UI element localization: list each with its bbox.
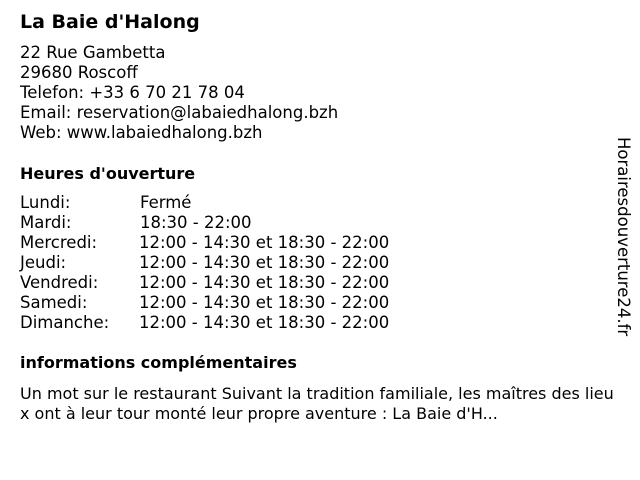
day-hours: 12:00 - 14:30 et 18:30 - 22:00: [139, 313, 390, 332]
restaurant-name: La Baie d'Halong: [20, 11, 200, 33]
day-hours: 12:00 - 14:30 et 18:30 - 22:00: [139, 293, 390, 312]
phone-number: Telefon: +33 6 70 21 78 04: [20, 83, 245, 102]
postal-city: 29680 Roscoff: [20, 63, 138, 82]
brand-watermark: Horairesdouverture24.fr: [614, 137, 633, 337]
day-hours: 12:00 - 14:30 et 18:30 - 22:00: [139, 233, 390, 252]
day-hours: 18:30 - 22:00: [140, 213, 252, 232]
day-hours: 12:00 - 14:30 et 18:30 - 22:00: [139, 273, 390, 292]
street-address: 22 Rue Gambetta: [20, 43, 166, 62]
hours-row-friday: [20, 273, 440, 293]
website: Web: www.labaiedhalong.bzh: [20, 123, 263, 142]
day-label: Lundi:: [20, 193, 71, 212]
opening-hours-heading: Heures d'ouverture: [20, 164, 196, 183]
hours-row-sunday: [20, 313, 440, 333]
hours-row-monday: [20, 193, 440, 213]
day-label: Dimanche:: [20, 313, 110, 332]
hours-row-wednesday: [20, 233, 440, 253]
hours-row-saturday: [20, 293, 440, 313]
day-label: Vendredi:: [20, 273, 99, 292]
day-label: Mardi:: [20, 213, 72, 232]
restaurant-description: Un mot sur le restaurant Suivant la tradition familiale, les maîtres des lieux ont à leur tour monté leur propre aventure : La Baie d'H...: [20, 384, 614, 423]
hours-row-thursday: [20, 253, 440, 273]
opening-hours-table: [20, 193, 440, 333]
day-hours: 12:00 - 14:30 et 18:30 - 22:00: [139, 253, 390, 272]
email-address: Email: reservation@labaiedhalong.bzh: [20, 103, 339, 122]
day-hours: Fermé: [140, 193, 192, 212]
hours-row-tuesday: [20, 213, 440, 233]
day-label: Samedi:: [20, 293, 88, 312]
contact-block: [20, 43, 338, 143]
day-label: Jeudi:: [20, 253, 67, 272]
day-label: Mercredi:: [20, 233, 98, 252]
additional-info-heading: informations complémentaires: [20, 353, 297, 372]
